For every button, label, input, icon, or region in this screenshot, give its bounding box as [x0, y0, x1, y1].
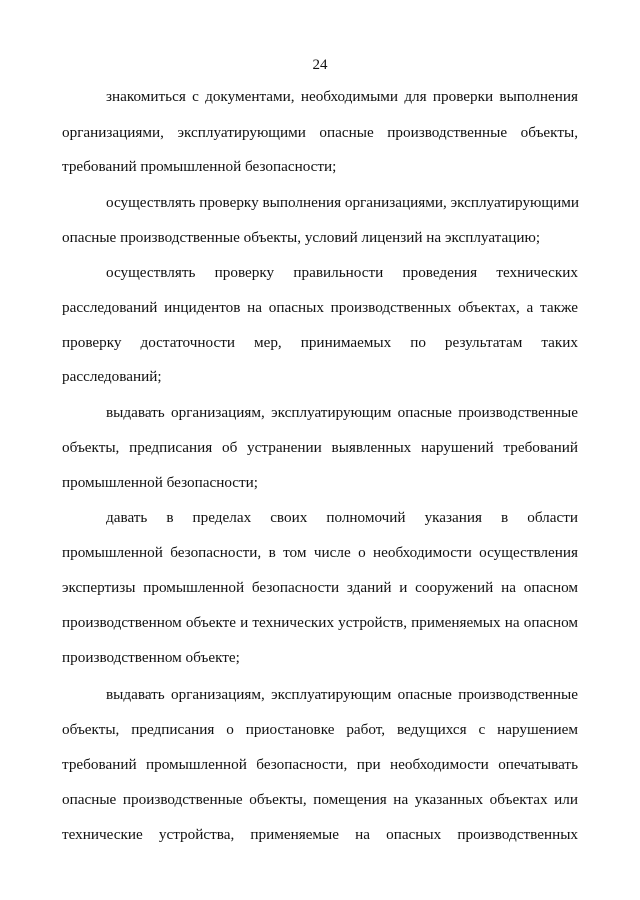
- text-line: знакомиться с документами, необходимыми для проверки выполнения: [106, 88, 578, 105]
- text-line: требований промышленной безопасности;: [62, 158, 337, 175]
- text-line: проверку достаточности мер, принимаемых по результатам таких: [62, 334, 578, 351]
- text-line: осуществлять проверку правильности проведения технических: [106, 264, 578, 281]
- text-line: осуществлять проверку выполнения организациями, эксплуатирующими: [106, 194, 579, 211]
- text-line: объекты, предписания об устранении выявленных нарушений требований: [62, 439, 578, 456]
- text-line: выдавать организациям, эксплуатирующим опасные производственные: [106, 686, 578, 703]
- text-line: требований промышленной безопасности, при необходимости опечатывать: [62, 756, 578, 773]
- text-line: расследований;: [62, 368, 162, 385]
- text-line: производственном объекте и технических устройств, применяемых на опасном: [62, 614, 578, 631]
- page-number: 24: [312, 57, 328, 73]
- text-line: опасные производственные объекты, условий лицензий на эксплуатацию;: [62, 229, 541, 246]
- text-line: производственном объекте;: [62, 649, 240, 666]
- text-line: давать в пределах своих полномочий указания в области: [106, 509, 578, 526]
- text-line: объекты, предписания о приостановке работ, ведущихся с нарушением: [62, 721, 578, 738]
- text-line: организациями, эксплуатирующими опасные производственные объекты,: [62, 124, 578, 141]
- text-line: расследований инцидентов на опасных производственных объектах, а также: [62, 299, 578, 316]
- text-line: выдавать организациям, эксплуатирующим опасные производственные: [106, 404, 578, 421]
- text-line: промышленной безопасности, в том числе о необходимости осуществления: [62, 544, 578, 561]
- text-line: экспертизы промышленной безопасности зданий и сооружений на опасном: [62, 579, 578, 596]
- text-line: промышленной безопасности;: [62, 474, 259, 491]
- text-line: технические устройства, применяемые на опасных производственных: [62, 826, 578, 843]
- text-line: опасные производственные объекты, помещения на указанных объектах или: [62, 791, 578, 808]
